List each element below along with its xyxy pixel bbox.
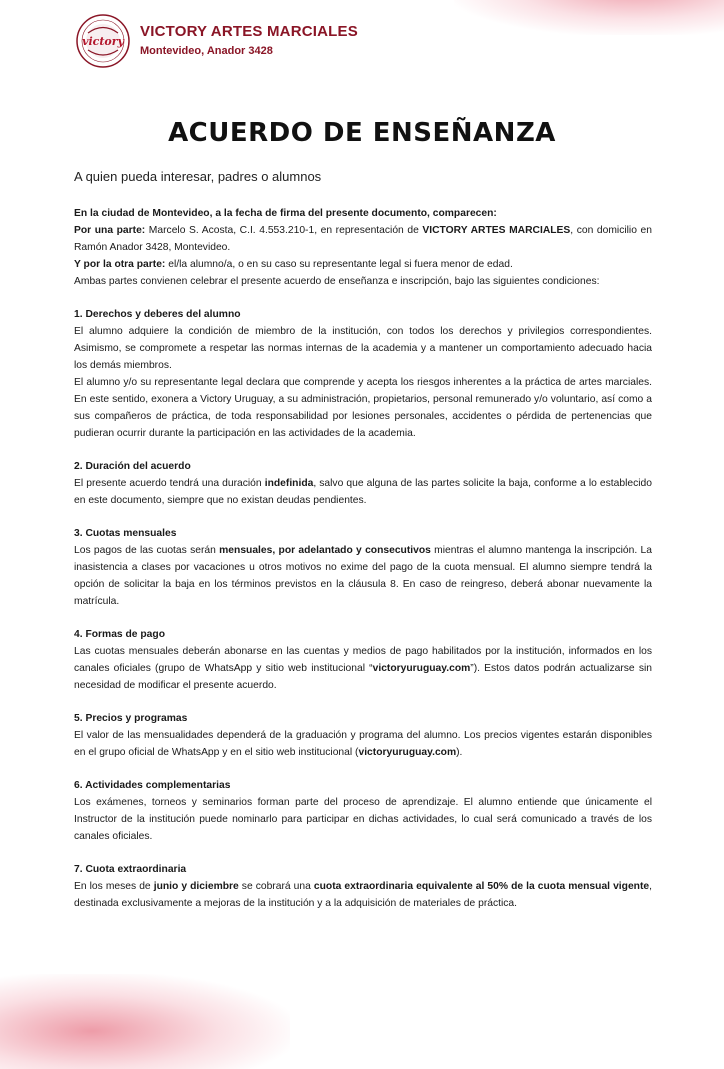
party-one-address: , con domicilio en Ramón Anador 3428, Montevideo. bbox=[74, 225, 652, 253]
party-one-text: Marcelo S. Acosta, C.I. 4.553.210-1, en representación de bbox=[145, 225, 423, 236]
section-5-paragraph bbox=[74, 727, 652, 761]
section-2-emphasis: indefinida bbox=[264, 478, 314, 489]
agreement-statement: Ambas partes convienen celebrar el presente acuerdo de enseñanza e inscripción, bajo las siguientes condiciones: bbox=[74, 276, 600, 287]
section-3-text-c: mientras el alumno mantenga la inscripción. La inasistencia a clases por vacaciones u otros motivos no exime del pago de la cuota mensual. El alumno siempre tendrá la opción de solicitar la baja en los términos previstos en la cláusula 8. En caso de reingreso, deberá abonar nuevamente la matrícula. bbox=[74, 545, 652, 607]
document-title: ACUERDO DE ENSEÑANZA bbox=[168, 118, 556, 148]
section-4-paragraph bbox=[74, 643, 652, 694]
document-body bbox=[74, 205, 652, 912]
section-2 bbox=[74, 458, 652, 509]
section-5-text-c: ). bbox=[456, 747, 463, 758]
section-4-text-a: Las cuotas mensuales deberán abonarse en las cuentas y medios de pago habilitados por la institución, informados en los canales oficiales (grupo de WhatsApp y sitio web institucional “ bbox=[74, 646, 652, 674]
section-2-title: 2. Duración del acuerdo bbox=[74, 461, 191, 472]
greeting: A quien pueda interesar, padres o alumnos bbox=[74, 169, 322, 184]
section-1-paragraph-1: El alumno adquiere la condición de miembro de la institución, con todos los derechos y privilegios correspondientes. Asimismo, se compromete a respetar las normas internas de la academia y a mantener un comportamiento adecuado hacia los demás miembros. bbox=[74, 326, 652, 371]
party-one-label: Por una parte: bbox=[74, 225, 146, 236]
party-one bbox=[74, 222, 652, 256]
section-1 bbox=[74, 306, 652, 442]
decorative-glow-bottom bbox=[0, 974, 290, 1069]
section-7-emphasis: cuota extraordinaria equivalente al 50% de la cuota mensual vigente bbox=[313, 881, 650, 892]
section-1-title: 1. Derechos y deberes del alumno bbox=[74, 309, 241, 320]
intro-lead: En la ciudad de Montevideo, a la fecha de firma del presente documento, comparecen: bbox=[74, 208, 497, 219]
section-4-text-c: ”). Estos datos podrán actualizarse sin necesidad de modificar el presente acuerdo. bbox=[74, 663, 652, 691]
letterhead bbox=[76, 14, 358, 68]
section-1-paragraph-2: El alumno y/o su representante legal declara que comprende y acepta los riesgos inherentes a la práctica de artes marciales. En este sentido, exonera a Victory Uruguay, a su administración, propietarios, personal remunerado y/o voluntario, así como a sus compañeros de práctica, de toda responsabilidad por lesiones personales, accidentes o pérdida de pertenencias que pudieran ocurrir durante la participación en las actividades de la academia. bbox=[74, 377, 652, 439]
section-3 bbox=[74, 525, 652, 610]
party-one-org: VICTORY ARTES MARCIALES bbox=[422, 225, 571, 236]
website-link[interactable]: victoryuruguay.com bbox=[372, 663, 471, 674]
victory-logo-icon bbox=[76, 14, 130, 68]
party-two-text: el/la alumno/a, o en su caso su representante legal si fuera menor de edad. bbox=[165, 259, 513, 270]
section-6 bbox=[74, 777, 652, 845]
section-2-text-a: El presente acuerdo tendrá una duración bbox=[74, 478, 265, 489]
section-7-text-e: , destinada exclusivamente a mejoras de la institución y a la adquisición de materiales de práctica. bbox=[74, 881, 653, 909]
section-6-paragraph: Los exámenes, torneos y seminarios forman parte del proceso de aprendizaje. El alumno entiende que únicamente el Instructor de la institución puede nominarlo para participar en dichas actividades, lo cual será comunicado a través de los canales oficiales. bbox=[74, 797, 652, 842]
party-two bbox=[74, 256, 652, 273]
section-7 bbox=[74, 861, 652, 912]
section-7-paragraph bbox=[74, 878, 652, 912]
decorative-glow-top bbox=[454, 0, 724, 35]
section-3-text-a: Los pagos de las cuotas serán bbox=[74, 545, 220, 556]
section-6-title: 6. Actividades complementarias bbox=[74, 780, 231, 791]
section-4-title: 4. Formas de pago bbox=[74, 629, 165, 640]
section-4 bbox=[74, 626, 652, 694]
brand-name: VICTORY ARTES MARCIALES bbox=[140, 23, 358, 40]
section-5-title: 5. Precios y programas bbox=[74, 713, 188, 724]
website-link[interactable]: victoryuruguay.com bbox=[358, 747, 457, 758]
section-3-emphasis: mensuales, por adelantado y consecutivos bbox=[219, 545, 431, 556]
section-5-text-a: El valor de las mensualidades dependerá de la graduación y programa del alumno. Los precios vigentes estarán disponibles en el grupo oficial de WhatsApp y en el sitio web institucional ( bbox=[74, 730, 652, 758]
brand-address: Montevideo, Anador 3428 bbox=[140, 45, 273, 57]
section-2-text-c: , salvo que alguna de las partes solicite la baja, conforme a lo establecido en este documento, siempre que no existan deudas pendientes. bbox=[74, 478, 653, 506]
section-7-text-a: En los meses de bbox=[74, 881, 154, 892]
party-two-label: Y por la otra parte: bbox=[74, 259, 166, 270]
section-7-months: junio y diciembre bbox=[153, 881, 239, 892]
section-7-title: 7. Cuota extraordinaria bbox=[74, 864, 187, 875]
section-5 bbox=[74, 710, 652, 761]
section-2-paragraph bbox=[74, 475, 652, 509]
section-3-title: 3. Cuotas mensuales bbox=[74, 528, 177, 539]
section-7-text-c: se cobrará una bbox=[238, 881, 314, 892]
section-3-paragraph bbox=[74, 542, 652, 610]
logo-wordmark: victory bbox=[82, 35, 124, 48]
